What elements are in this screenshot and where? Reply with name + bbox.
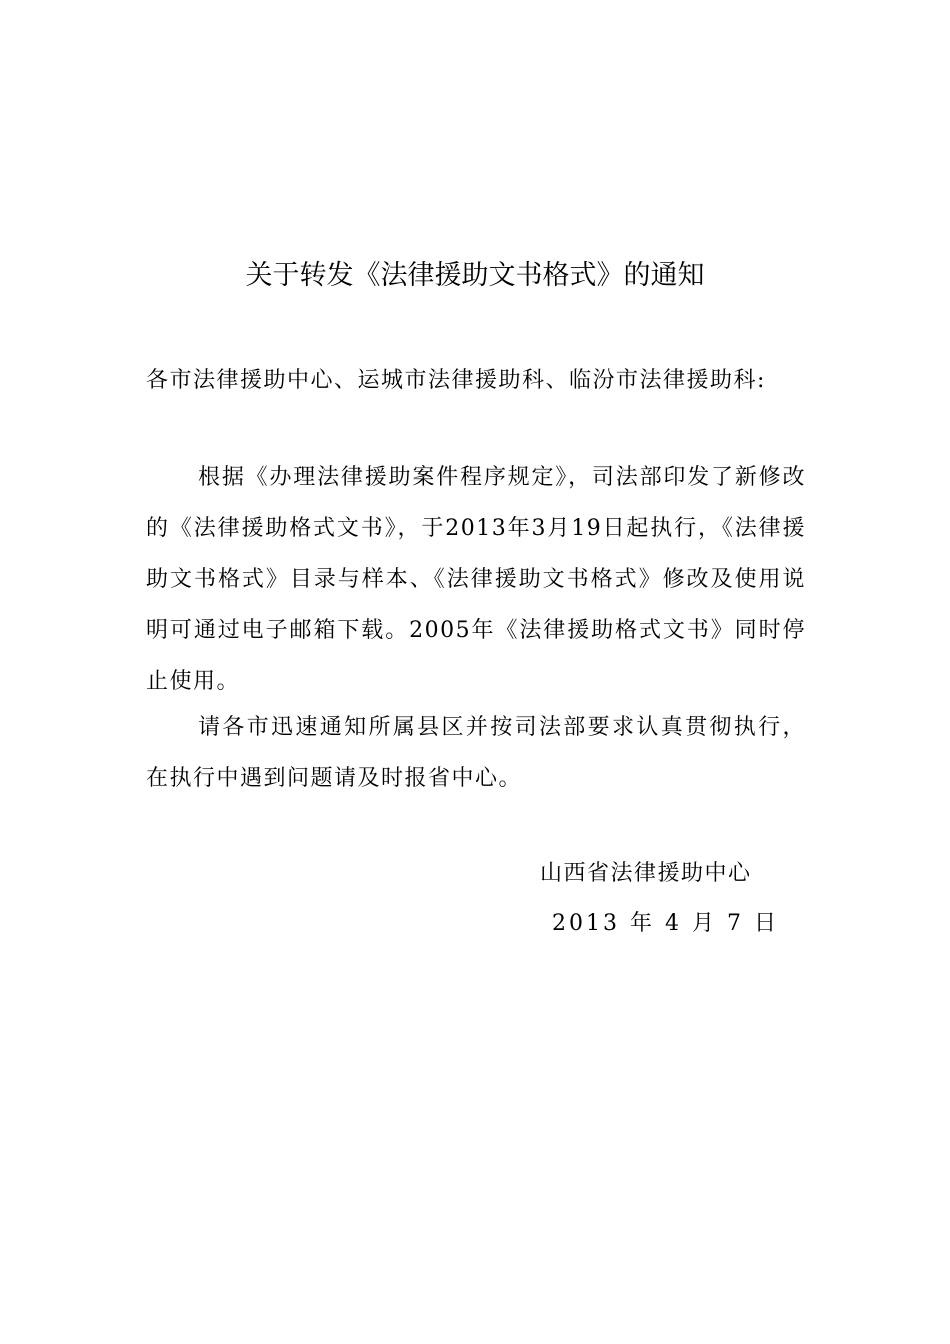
signature-organization: 山西省法律援助中心 — [540, 861, 752, 886]
salutation: 各市法律援助中心、运城市法律援助科、临汾市法律援助科: — [146, 368, 766, 393]
document-title: 关于转发《法律援助文书格式》的通知 — [245, 260, 705, 291]
signature-date: 2013 年 4 月 7 日 — [552, 911, 779, 936]
body-paragraph-1: 根据《办理法律援助案件程序规定》，司法部印发了新修改的《法律援助格式文书》，于2013年3月19日起执行，《法律援助文书格式》目录与样本、《法律援助文书格式》修改及使用说明可通过电子邮箱下载。2005年《法律援助格式文书》同时停止使用。 — [146, 465, 806, 694]
body-paragraph-2: 请各市迅速通知所属县区并按司法部要求认真贯彻执行，在执行中遇到问题请及时报省中心。 — [146, 715, 806, 791]
